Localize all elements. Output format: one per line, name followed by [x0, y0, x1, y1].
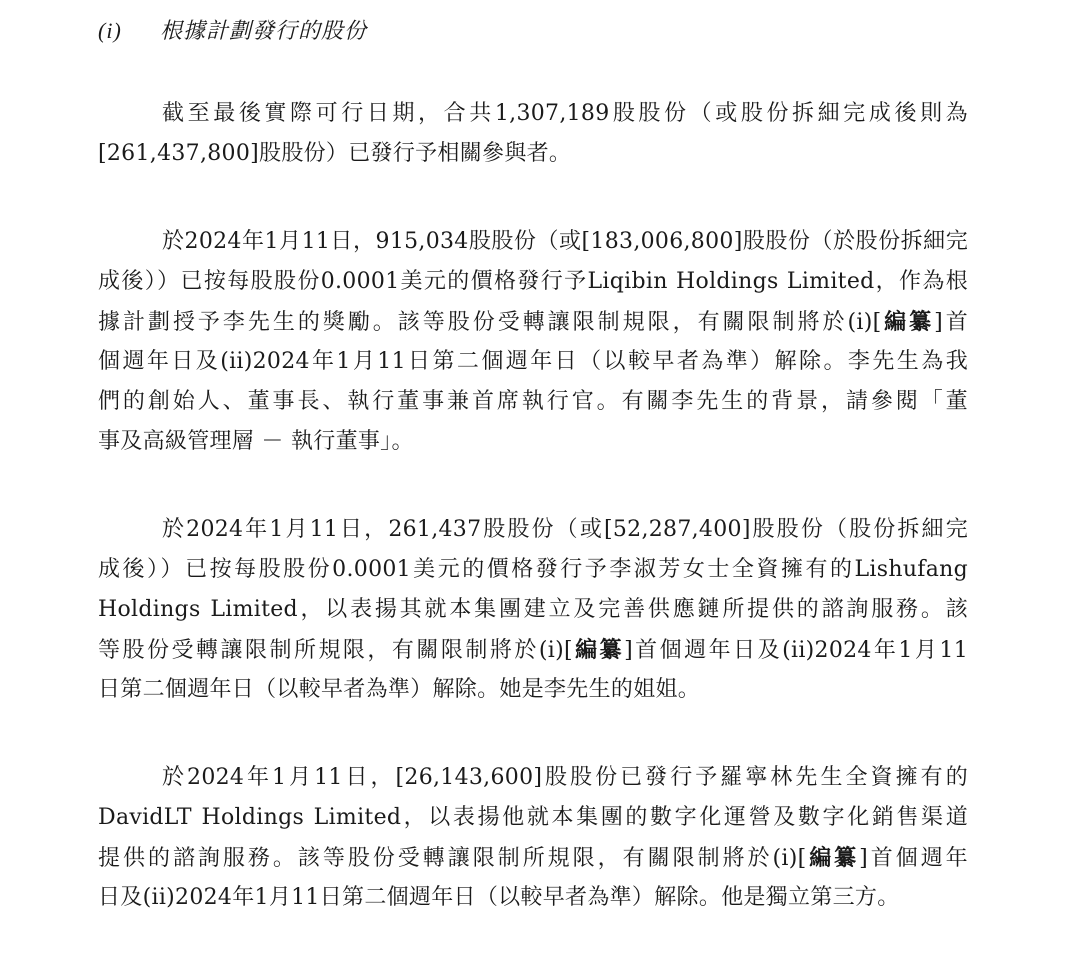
paragraph: [98, 510, 968, 710]
text-segment: 成後））已按每股股份0.0001美元的價格發行予Liqibin Holdings Limited，作為根: [98, 269, 968, 294]
paragraph-line: [98, 382, 968, 422]
paragraph-line: [98, 590, 968, 630]
text-segment: 們的創始人、董事長、執行董事兼首席執行官。有關李先生的背景，請參閱「董: [98, 389, 968, 414]
section-title: 根據計劃發行的股份: [160, 19, 368, 44]
paragraph-line: [98, 550, 968, 590]
text-segment: 成後））已按每股股份0.0001美元的價格發行予李淑芳女士全資擁有的Lishufang: [98, 557, 968, 582]
text-segment: 於2024年1月11日，915,034股股份（或[183,006,800]股股份（於股份拆細完: [162, 229, 968, 254]
section-number: (i): [98, 18, 122, 43]
text-segment: 等股份受轉讓限制所規限，有關限制將於(i)[: [98, 638, 573, 663]
text-segment: 提供的諮詢服務。該等股份受轉讓限制所規限，有關限制將於(i)[: [98, 846, 807, 871]
paragraph-line: [98, 222, 968, 262]
text-segment: Holdings Limited，以表揚其就本集團建立及完善供應鏈所提供的諮詢服務。該: [98, 597, 968, 622]
redacted-marker: 編纂: [881, 309, 935, 335]
paragraph-line: [98, 670, 968, 710]
text-segment: 於2024年1月11日，[26,143,600]股股份已發行予羅寧林先生全資擁有的: [162, 765, 968, 790]
paragraph: [98, 94, 968, 174]
paragraph-line: [98, 302, 968, 342]
text-segment: ]首個週年日及(ii)2024年1月11: [624, 638, 968, 663]
text-segment: 事及高級管理層 － 執行董事」。: [98, 429, 414, 454]
text-segment: 據計劃授予李先生的獎勵。該等股份受轉讓限制規限，有關限制將於(i)[: [98, 310, 882, 335]
paragraph-line: [98, 630, 968, 670]
redacted-marker: 編纂: [572, 637, 625, 663]
paragraph-line: [98, 878, 968, 918]
text-segment: [261,437,800]股股份）已發行予相關參與者。: [98, 141, 572, 166]
text-segment: 於2024年1月11日，261,437股股份（或[52,287,400]股股份（股份拆細完: [162, 517, 968, 542]
paragraph-line: [98, 798, 968, 838]
text-segment: 日及(ii)2024年1月11日第二個週年日（以較早者為準）解除。他是獨立第三方。: [98, 885, 900, 910]
paragraph-line: [98, 838, 968, 878]
text-segment: DavidLT Holdings Limited，以表揚他就本集團的數字化運營及數字化銷售渠道: [98, 805, 968, 830]
section-heading: [98, 14, 968, 50]
text-segment: ]首個週年: [859, 846, 968, 871]
body-text: [98, 94, 968, 918]
paragraph-line: [98, 134, 968, 174]
paragraph-line: [98, 422, 968, 462]
paragraph-line: [98, 262, 968, 302]
paragraph: [98, 222, 968, 462]
redacted-marker: 編纂: [806, 845, 860, 871]
paragraph-line: [98, 94, 968, 134]
text-segment: 日第二個週年日（以較早者為準）解除。她是李先生的姐姐。: [98, 677, 701, 702]
paragraph-line: [98, 758, 968, 798]
text-segment: 個週年日及(ii)2024年1月11日第二個週年日（以較早者為準）解除。李先生為我: [98, 349, 968, 374]
paragraph-line: [98, 510, 968, 550]
text-segment: 截至最後實際可行日期，合共1,307,189股股份（或股份拆細完成後則為: [162, 101, 968, 126]
document-page: [98, 14, 968, 966]
paragraph-line: [98, 342, 968, 382]
text-segment: ]首: [934, 310, 968, 335]
paragraph: [98, 758, 968, 918]
